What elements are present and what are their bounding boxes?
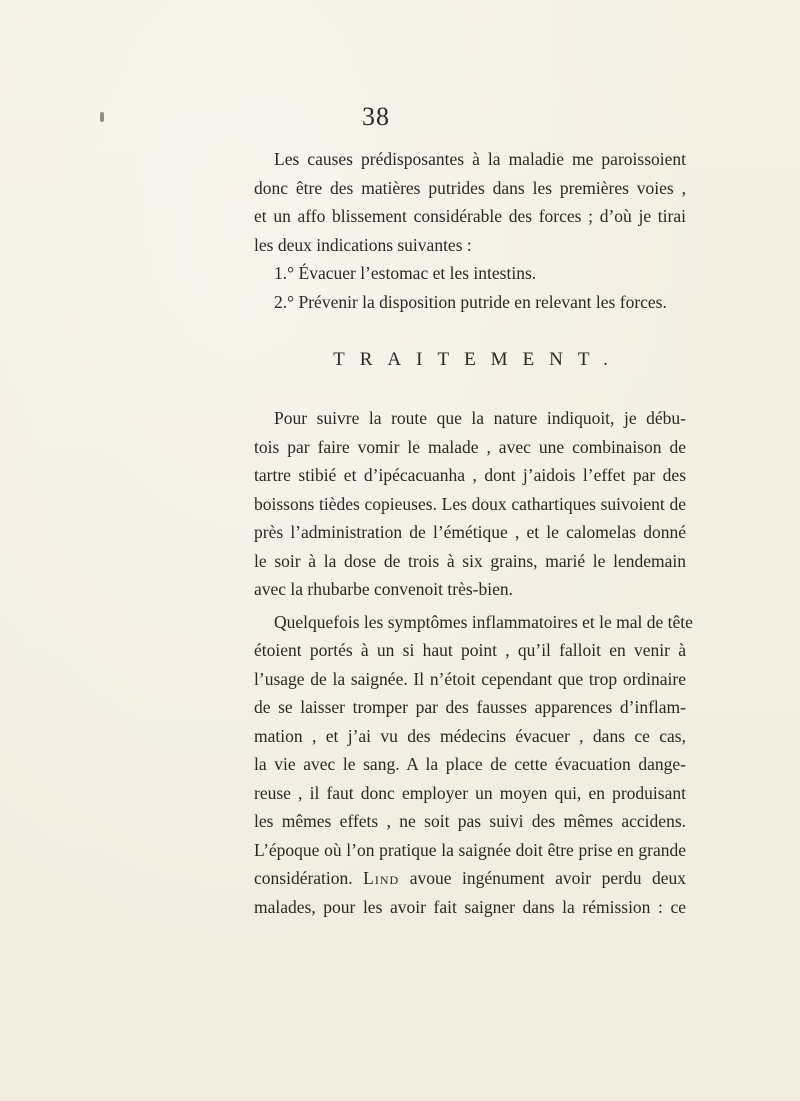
- text-line: boissons tièdes copieuses. Les doux cathartiques suivoient de: [254, 493, 686, 514]
- list-item: 1.° Évacuer l’estomac et les intestins.: [274, 263, 537, 283]
- text-line: donc être des matières putrides dans les premières voies ,: [254, 177, 686, 198]
- paragraph-bloodletting: [254, 608, 693, 922]
- text-line: [254, 864, 686, 893]
- text-line: Quelquefois les symptômes inflammatoires et le mal de tête: [274, 611, 693, 632]
- text-line: étoient portés à un si haut point , qu’il falloit en venir à: [254, 640, 686, 660]
- paragraph-causes: [254, 145, 686, 259]
- ink-smudge: [100, 112, 104, 122]
- text-line: l’usage de la saignée. Il n’étoit cependant que trop ordinaire: [254, 668, 686, 689]
- indications-list: [254, 259, 686, 316]
- text-line: Pour suivre la route que la nature indiquoit, je débu-: [274, 408, 686, 428]
- text-segment: considération.: [254, 868, 353, 888]
- page-number: 38: [362, 102, 390, 131]
- text-line: Les causes prédisposantes à la maladie me paroissoient: [274, 149, 686, 169]
- text-line: tartre stibié et d’ipécacuanha , dont j’aidois l’effet par des: [254, 465, 686, 485]
- text-line: de se laisser tromper par des fausses apparences d’inflam-: [254, 697, 686, 717]
- text-line: reuse , il faut donc employer un moyen qui, en produisant: [254, 782, 686, 803]
- text-segment: avoue ingénument avoir perdu deux: [409, 868, 686, 888]
- text-line: près l’administration de l’émétique , et le calomelas donné: [254, 522, 686, 542]
- text-line: les deux indications suivantes :: [254, 234, 472, 255]
- text-line: et un affo blissement considérable des forces ; d’où je tirai: [254, 206, 686, 226]
- text-line: tois par faire vomir le malade , avec une combinaison de: [254, 436, 686, 457]
- section-heading: TRAITEMENT.: [333, 349, 623, 370]
- text-line: avec la rhubarbe convenoit très-bien.: [254, 579, 513, 599]
- text-line: L’époque où l’on pratique la saignée doit être prise en grande: [254, 839, 686, 860]
- text-line: mation , et j’ai vu des médecins évacuer , dans ce cas,: [254, 725, 686, 746]
- text-line: la vie avec le sang. A la place de cette évacuation dange-: [254, 754, 686, 774]
- text-line: malades, pour les avoir fait saigner dans la rémission : ce: [254, 896, 686, 917]
- text-line: le soir à la dose de trois à six grains, marié le lendemain: [254, 550, 686, 571]
- list-item: 2.° Prévenir la disposition putride en relevant les forces.: [274, 291, 667, 312]
- author-name: Lind: [363, 868, 400, 888]
- body-text: [254, 145, 693, 921]
- paragraph-treatment: [254, 404, 686, 604]
- text-line: les mêmes effets , ne soit pas suivi des mêmes accidens.: [254, 811, 686, 831]
